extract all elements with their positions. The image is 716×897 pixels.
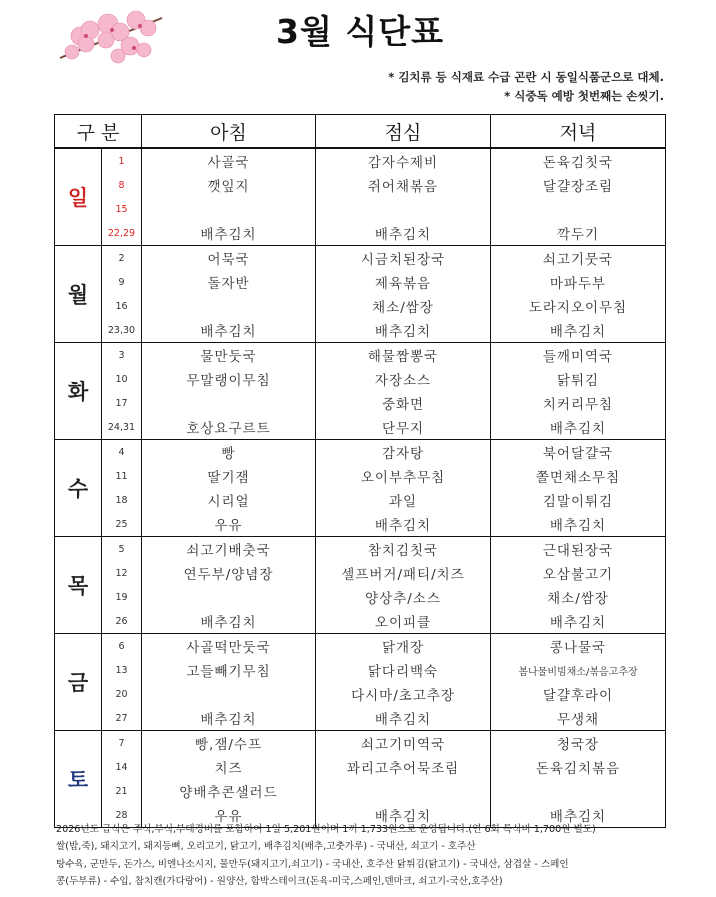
date-number: 18 xyxy=(115,494,128,506)
dinner-cell xyxy=(491,246,666,343)
menu-item: 고들빼기무침 xyxy=(186,664,271,680)
date-number: 15 xyxy=(115,203,128,215)
date-number: 27 xyxy=(115,712,128,724)
date-number: 4 xyxy=(118,446,125,458)
menu-item: 오이부추무침 xyxy=(360,470,446,486)
menu-item: 닭개장 xyxy=(381,640,425,656)
menu-item: 참치김칫국 xyxy=(367,543,439,559)
menu-item: 배추김치 xyxy=(549,421,607,437)
date-number: 1 xyxy=(118,155,125,167)
table-row xyxy=(55,731,666,828)
date-number: 10 xyxy=(115,373,128,385)
header-category: 구 분 xyxy=(55,115,142,149)
menu-item xyxy=(316,779,490,803)
menu-item: 배추김치 xyxy=(374,712,432,728)
lunch-cell xyxy=(316,440,491,537)
day-label: 토 xyxy=(55,731,102,828)
dates-cell xyxy=(102,634,142,731)
dates-cell xyxy=(102,246,142,343)
header-lunch: 점심 xyxy=(316,115,491,149)
dates-cell xyxy=(102,440,142,537)
table-row xyxy=(55,343,666,440)
date-number: 17 xyxy=(115,397,128,409)
date-number: 26 xyxy=(115,615,128,627)
menu-item: 양상추/소스 xyxy=(365,591,441,607)
note-handwashing: * 식중독 예방 첫번째는 손씻기. xyxy=(504,89,664,103)
date-number: 16 xyxy=(115,300,128,312)
menu-item: 배추김치 xyxy=(374,227,432,243)
header-dinner: 저녁 xyxy=(491,115,666,149)
date-number: 23,30 xyxy=(107,324,136,336)
date-number: 2 xyxy=(118,252,125,264)
dates-cell xyxy=(102,731,142,828)
menu-item: 딸기잼 xyxy=(207,470,250,486)
menu-item: 채소/쌈장 xyxy=(372,300,434,316)
menu-item: 무생채 xyxy=(556,712,600,728)
dinner-cell xyxy=(491,343,666,440)
breakfast-cell xyxy=(142,537,316,634)
breakfast-cell xyxy=(142,246,316,343)
menu-item xyxy=(316,197,490,221)
date-number: 5 xyxy=(118,543,125,555)
dinner-cell xyxy=(491,148,666,246)
footer-notes xyxy=(56,821,696,890)
menu-item: 들깨미역국 xyxy=(542,349,614,365)
menu-item: 배추김치 xyxy=(549,615,607,631)
lunch-cell xyxy=(316,537,491,634)
breakfast-cell xyxy=(142,148,316,246)
menu-item: 오삼불고기 xyxy=(542,567,614,583)
date-number: 28 xyxy=(115,809,128,821)
dinner-cell xyxy=(491,440,666,537)
day-label: 화 xyxy=(55,343,102,440)
date-number: 14 xyxy=(115,761,128,773)
date-number: 3 xyxy=(118,349,125,361)
menu-item xyxy=(491,197,665,221)
menu-item: 사골떡만둣국 xyxy=(186,640,271,656)
menu-item: 배추김치 xyxy=(200,227,257,243)
footer-line: 콩(두부류) - 수입, 참치캔(가다랑어) - 원양산, 함박스테이크(돈육-미국,스페인,덴마크, 쇠고기-국산,호주산) xyxy=(56,875,503,887)
menu-item: 치즈 xyxy=(214,761,243,777)
day-label: 월 xyxy=(55,246,102,343)
menu-item: 깻잎지 xyxy=(207,179,250,195)
day-label: 일 xyxy=(55,148,102,246)
menu-item xyxy=(142,294,315,318)
date-number: 8 xyxy=(118,179,125,191)
date-number: 24,31 xyxy=(107,421,136,433)
menu-item: 김말이튀김 xyxy=(542,494,614,510)
date-number: 12 xyxy=(115,567,128,579)
menu-item: 무말랭이무침 xyxy=(186,373,271,389)
menu-item: 치커리무침 xyxy=(542,397,614,413)
lunch-cell xyxy=(316,246,491,343)
header-breakfast: 아침 xyxy=(142,115,316,149)
menu-item xyxy=(142,197,315,221)
menu-item: 돈육김치볶음 xyxy=(535,761,621,777)
meal-table xyxy=(54,114,666,828)
menu-item: 달걀후라이 xyxy=(542,688,614,704)
menu-item: 빵,잼/수프 xyxy=(194,737,262,753)
date-number: 11 xyxy=(115,470,128,482)
date-number: 21 xyxy=(115,785,128,797)
footer-line: 쌀(밥,죽), 돼지고기, 돼지등뼈, 오리고기, 닭고기, 배추김치(배추,고춧가루) - 국내산, 쇠고기 - 호주산 xyxy=(56,841,476,853)
menu-item: 닭다리백숙 xyxy=(367,664,439,680)
breakfast-cell xyxy=(142,731,316,828)
dinner-cell xyxy=(491,537,666,634)
footer-line: 탕수육, 군만두, 돈가스, 비엔나소시지, 물만두(돼지고기,쇠고기) - 국내산, 호주산 닭튀김(닭고기) - 국내산, 삼겹살 - 스페인 xyxy=(56,858,569,870)
menu-item: 쇠고기배춧국 xyxy=(186,543,271,559)
menu-item: 배추김치 xyxy=(374,324,432,340)
menu-item: 봄나물비빔채소/볶음고추장 xyxy=(518,666,638,678)
table-row xyxy=(55,634,666,731)
day-label: 수 xyxy=(55,440,102,537)
menu-item: 배추김치 xyxy=(200,615,257,631)
lunch-cell xyxy=(316,343,491,440)
menu-item: 자장소스 xyxy=(374,373,432,389)
menu-item xyxy=(142,585,315,609)
page-title: 3월 식단표 xyxy=(276,12,444,51)
date-number: 13 xyxy=(115,664,128,676)
table-row xyxy=(55,537,666,634)
menu-item: 셀프버거/패티/치즈 xyxy=(341,567,465,583)
date-number: 9 xyxy=(118,276,125,288)
lunch-cell xyxy=(316,148,491,246)
footer-line: 2026년도 급식은 주식,부식,부대경비를 포함하여 1일 5,201원이며 1끼 1,733원으로 운영됩니다.(연 6회 특식비 1,700원 별도) xyxy=(56,824,596,835)
menu-item: 사골국 xyxy=(207,155,250,171)
breakfast-cell xyxy=(142,440,316,537)
menu-item: 어묵국 xyxy=(207,252,250,268)
menu-item: 돈육김칫국 xyxy=(542,155,614,171)
menu-item: 돌자반 xyxy=(207,276,250,292)
menu-item: 배추김치 xyxy=(374,518,432,534)
menu-item: 도라지오이무침 xyxy=(528,300,628,316)
menu-item: 닭튀김 xyxy=(556,373,600,389)
day-label: 목 xyxy=(55,537,102,634)
menu-item: 물만둣국 xyxy=(200,349,257,365)
menu-item: 시리얼 xyxy=(207,494,250,510)
table-row xyxy=(55,148,666,246)
menu-item: 근대된장국 xyxy=(542,543,614,559)
menu-item: 쇠고기미역국 xyxy=(360,737,446,753)
menu-item: 호상요구르트 xyxy=(186,421,271,437)
menu-item: 배추김치 xyxy=(549,518,607,534)
menu-item: 채소/쌈장 xyxy=(547,591,609,607)
menu-item: 과일 xyxy=(388,494,418,510)
table-row xyxy=(55,246,666,343)
lunch-cell xyxy=(316,634,491,731)
menu-item: 배추김치 xyxy=(200,712,257,728)
menu-item xyxy=(142,682,315,706)
menu-item: 청국장 xyxy=(556,737,600,753)
menu-item: 꽈리고추어묵조림 xyxy=(346,761,460,777)
dinner-cell xyxy=(491,731,666,828)
menu-item: 배추김치 xyxy=(549,324,607,340)
date-number: 25 xyxy=(115,518,128,530)
menu-item: 우유 xyxy=(214,518,243,534)
date-number: 19 xyxy=(115,591,128,603)
dates-cell xyxy=(102,343,142,440)
menu-item: 마파두부 xyxy=(549,276,607,292)
menu-item: 배추김치 xyxy=(549,809,607,825)
menu-item: 오이피클 xyxy=(374,615,432,631)
menu-item: 감자탕 xyxy=(381,446,425,462)
menu-item: 해물짬뽕국 xyxy=(367,349,439,365)
dinner-cell xyxy=(491,634,666,731)
date-number: 22,29 xyxy=(107,227,136,239)
menu-item: 감자수제비 xyxy=(367,155,439,171)
menu-item: 깍두기 xyxy=(556,227,600,243)
menu-item: 시금치된장국 xyxy=(360,252,446,268)
menu-item: 중화면 xyxy=(381,397,425,413)
menu-item: 달걀장조림 xyxy=(542,179,614,195)
menu-item: 배추김치 xyxy=(374,809,432,825)
note-substitution: * 김치류 등 식재료 수급 곤란 시 동일식품군으로 대체. xyxy=(388,70,664,84)
menu-item xyxy=(142,391,315,415)
menu-item: 단무지 xyxy=(381,421,425,437)
menu-item: 다시마/초고추장 xyxy=(351,688,455,704)
table-header-row xyxy=(55,115,666,149)
menu-item: 북어달걀국 xyxy=(542,446,614,462)
table-row xyxy=(55,440,666,537)
date-number: 20 xyxy=(115,688,128,700)
menu-item: 쥐어채볶음 xyxy=(367,179,439,195)
breakfast-cell xyxy=(142,343,316,440)
menu-item: 쫄면채소무침 xyxy=(535,470,621,486)
lunch-cell xyxy=(316,731,491,828)
dates-cell xyxy=(102,148,142,246)
menu-item: 양배추콘샐러드 xyxy=(179,785,278,801)
menu-item: 빵 xyxy=(221,446,236,462)
menu-item: 콩나물국 xyxy=(549,640,607,656)
dates-cell xyxy=(102,537,142,634)
day-label: 금 xyxy=(55,634,102,731)
breakfast-cell xyxy=(142,634,316,731)
menu-item xyxy=(491,779,665,803)
date-number: 7 xyxy=(118,737,125,749)
menu-item: 제육볶음 xyxy=(374,276,432,292)
menu-item: 배추김치 xyxy=(200,324,257,340)
menu-item: 우유 xyxy=(214,809,243,825)
date-number: 6 xyxy=(118,640,125,652)
menu-item: 연두부/양념장 xyxy=(183,567,274,583)
menu-item: 쇠고기뭇국 xyxy=(542,252,614,268)
cherry-blossom-decoration xyxy=(58,6,166,72)
